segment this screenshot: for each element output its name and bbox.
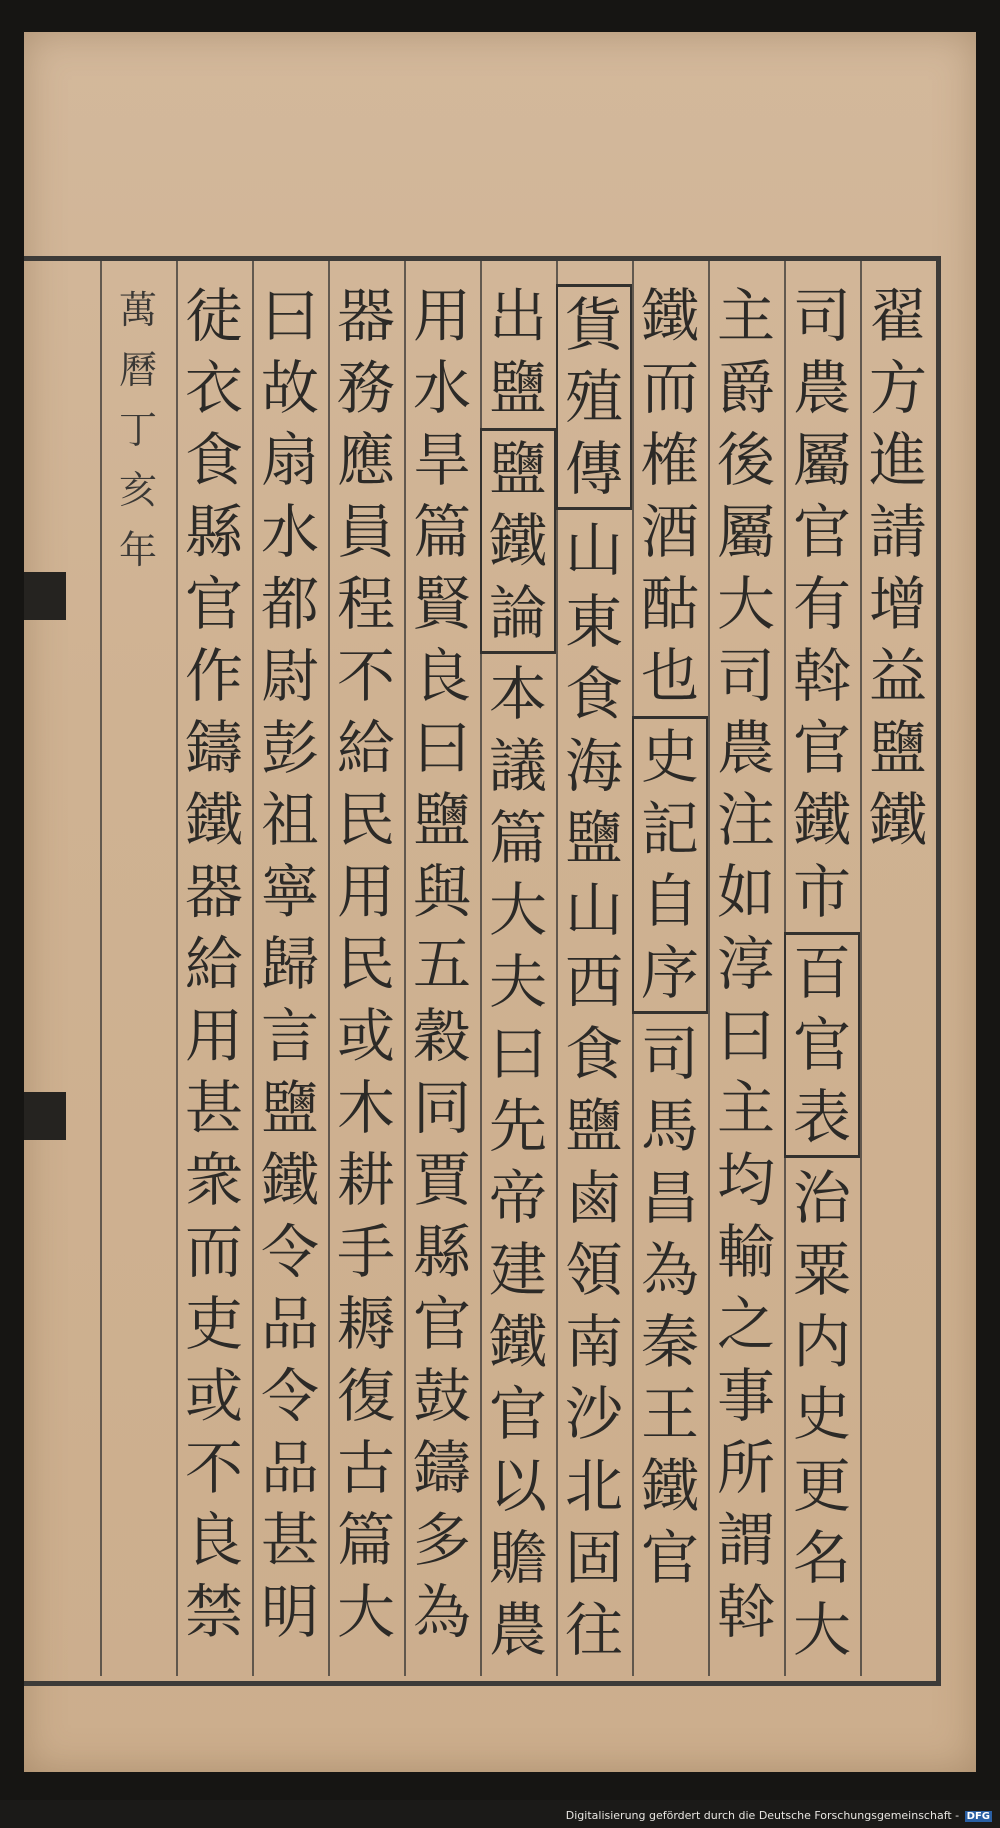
character: 鐵 <box>868 786 927 854</box>
character: 寧 <box>260 858 319 926</box>
character: 進 <box>868 426 927 494</box>
character: 不 <box>184 1434 243 1502</box>
character: 沙 <box>564 1380 623 1448</box>
character: 旱 <box>412 426 471 494</box>
text-column-5 <box>556 280 632 1670</box>
character: 領 <box>564 1236 623 1304</box>
character: 而 <box>640 354 699 422</box>
character: 民 <box>336 930 395 998</box>
character: 鑄 <box>184 714 243 782</box>
character: 曆 <box>118 348 157 392</box>
character: 酒 <box>640 498 699 566</box>
character: 殖 <box>564 363 623 431</box>
character: 鹽 <box>260 1074 319 1142</box>
character: 斡 <box>716 1578 775 1646</box>
character: 復 <box>336 1362 395 1430</box>
character: 名 <box>792 1524 851 1592</box>
character: 作 <box>184 642 243 710</box>
text-column-11 <box>100 280 176 1670</box>
character: 有 <box>792 570 851 638</box>
character: 祖 <box>260 786 319 854</box>
text-column-8 <box>328 280 404 1670</box>
character: 鐵 <box>488 507 547 575</box>
character: 曰 <box>260 282 319 350</box>
character: 鐵 <box>640 1452 699 1520</box>
character: 木 <box>336 1074 395 1142</box>
character: 記 <box>640 795 699 863</box>
character: 王 <box>640 1380 699 1448</box>
character: 東 <box>564 588 623 656</box>
character: 夫 <box>488 948 547 1016</box>
character: 榷 <box>640 426 699 494</box>
character: 本 <box>488 660 547 728</box>
character: 序 <box>640 939 699 1007</box>
character: 給 <box>336 714 395 782</box>
character: 鹽 <box>868 714 927 782</box>
character: 器 <box>184 858 243 926</box>
character: 貨 <box>564 291 623 359</box>
character: 增 <box>868 570 927 638</box>
character: 給 <box>184 930 243 998</box>
text-column-1 <box>860 280 936 1670</box>
character: 篇 <box>412 498 471 566</box>
character: 市 <box>792 858 851 926</box>
text-column-3 <box>708 280 784 1670</box>
character: 大 <box>792 1596 851 1664</box>
character: 篇 <box>488 804 547 872</box>
dfg-logo: DFG <box>966 1811 990 1822</box>
character: 耕 <box>336 1146 395 1214</box>
character: 鐵 <box>488 1308 547 1376</box>
character: 請 <box>868 498 927 566</box>
character: 鹵 <box>564 1164 623 1232</box>
character: 鑄 <box>412 1434 471 1502</box>
character: 為 <box>412 1578 471 1646</box>
character: 大 <box>336 1578 395 1646</box>
character: 也 <box>640 642 699 710</box>
character: 賢 <box>412 570 471 638</box>
digitization-footer <box>566 1809 992 1822</box>
character: 曰 <box>488 1020 547 1088</box>
character: 屬 <box>792 426 851 494</box>
character: 主 <box>716 1074 775 1142</box>
character: 水 <box>412 354 471 422</box>
character: 令 <box>260 1362 319 1430</box>
character: 西 <box>564 948 623 1016</box>
character: 尉 <box>260 642 319 710</box>
character: 與 <box>412 858 471 926</box>
character: 鹽 <box>488 435 547 503</box>
character: 明 <box>260 1578 319 1646</box>
boxed-term <box>556 284 632 510</box>
character: 司 <box>640 1020 699 1088</box>
character: 鐵 <box>260 1146 319 1214</box>
character: 官 <box>792 1011 851 1079</box>
character: 歸 <box>260 930 319 998</box>
character: 馬 <box>640 1092 699 1160</box>
character: 斡 <box>792 642 851 710</box>
character: 或 <box>184 1362 243 1430</box>
character: 大 <box>716 570 775 638</box>
character: 出 <box>488 282 547 350</box>
character: 治 <box>792 1164 851 1232</box>
character: 先 <box>488 1092 547 1160</box>
character: 不 <box>336 642 395 710</box>
character: 器 <box>336 282 395 350</box>
character: 為 <box>640 1236 699 1304</box>
character: 建 <box>488 1236 547 1304</box>
character: 良 <box>412 642 471 710</box>
character: 用 <box>336 858 395 926</box>
character: 秦 <box>640 1308 699 1376</box>
character: 事 <box>716 1362 775 1430</box>
character: 鹽 <box>488 354 547 422</box>
character: 鹽 <box>412 786 471 854</box>
character: 謂 <box>716 1506 775 1574</box>
character: 所 <box>716 1434 775 1502</box>
character: 表 <box>792 1083 851 1151</box>
margin-column <box>40 280 100 1670</box>
character: 方 <box>868 354 927 422</box>
character: 傳 <box>564 435 623 503</box>
character: 粟 <box>792 1236 851 1304</box>
character: 官 <box>412 1290 471 1358</box>
text-columns <box>24 280 936 1670</box>
character: 均 <box>716 1146 775 1214</box>
character: 史 <box>640 723 699 791</box>
character: 多 <box>412 1506 471 1574</box>
character: 大 <box>488 876 547 944</box>
character: 甚 <box>260 1506 319 1574</box>
character: 山 <box>564 516 623 584</box>
character: 縣 <box>184 498 243 566</box>
character: 鹽 <box>564 1092 623 1160</box>
character: 食 <box>564 660 623 728</box>
character: 農 <box>792 354 851 422</box>
character: 司 <box>716 642 775 710</box>
character: 水 <box>260 498 319 566</box>
character: 屬 <box>716 498 775 566</box>
book-page <box>24 32 976 1772</box>
character: 品 <box>260 1434 319 1502</box>
character: 同 <box>412 1074 471 1142</box>
character: 主 <box>716 282 775 350</box>
character: 手 <box>336 1218 395 1286</box>
character: 鐵 <box>792 786 851 854</box>
character: 官 <box>640 1524 699 1592</box>
character: 昌 <box>640 1164 699 1232</box>
character: 海 <box>564 732 623 800</box>
character: 淳 <box>716 930 775 998</box>
character: 南 <box>564 1308 623 1376</box>
character: 良 <box>184 1506 243 1574</box>
character: 官 <box>184 570 243 638</box>
character: 丁 <box>118 408 157 452</box>
character: 徒 <box>184 282 243 350</box>
character: 固 <box>564 1524 623 1592</box>
character: 北 <box>564 1452 623 1520</box>
character: 程 <box>336 570 395 638</box>
character: 爵 <box>716 354 775 422</box>
character: 史 <box>792 1380 851 1448</box>
character: 故 <box>260 354 319 422</box>
character: 帝 <box>488 1164 547 1232</box>
character: 耨 <box>336 1290 395 1358</box>
character: 更 <box>792 1452 851 1520</box>
character: 都 <box>260 570 319 638</box>
character: 令 <box>260 1218 319 1286</box>
character: 甚 <box>184 1074 243 1142</box>
character: 用 <box>412 282 471 350</box>
character: 縣 <box>412 1218 471 1286</box>
character: 食 <box>564 1020 623 1088</box>
character: 而 <box>184 1218 243 1286</box>
character: 官 <box>792 498 851 566</box>
character: 穀 <box>412 1002 471 1070</box>
character: 往 <box>564 1596 623 1664</box>
character: 内 <box>792 1308 851 1376</box>
character: 曰 <box>716 1002 775 1070</box>
character: 亥 <box>118 468 157 512</box>
character: 酤 <box>640 570 699 638</box>
character: 品 <box>260 1290 319 1358</box>
character: 農 <box>716 714 775 782</box>
character: 鐵 <box>640 282 699 350</box>
character: 衆 <box>184 1146 243 1214</box>
text-column-9 <box>252 280 328 1670</box>
character: 用 <box>184 1002 243 1070</box>
character: 議 <box>488 732 547 800</box>
character: 萬 <box>118 288 157 332</box>
character: 輸 <box>716 1218 775 1286</box>
character: 司 <box>792 282 851 350</box>
character: 民 <box>336 786 395 854</box>
character: 如 <box>716 858 775 926</box>
character: 鼓 <box>412 1362 471 1430</box>
text-column-2 <box>784 280 860 1670</box>
character: 山 <box>564 876 623 944</box>
character: 員 <box>336 498 395 566</box>
character: 曰 <box>412 714 471 782</box>
character: 古 <box>336 1434 395 1502</box>
character: 注 <box>716 786 775 854</box>
character: 務 <box>336 354 395 422</box>
character: 言 <box>260 1002 319 1070</box>
character: 之 <box>716 1290 775 1358</box>
character: 篇 <box>336 1506 395 1574</box>
character: 論 <box>488 579 547 647</box>
character: 贍 <box>488 1524 547 1592</box>
text-column-4 <box>632 280 708 1670</box>
text-column-6 <box>480 280 556 1670</box>
character: 吏 <box>184 1290 243 1358</box>
character: 百 <box>792 939 851 1007</box>
character: 自 <box>640 867 699 935</box>
character: 官 <box>792 714 851 782</box>
character: 食 <box>184 426 243 494</box>
character: 衣 <box>184 354 243 422</box>
text-column-7 <box>404 280 480 1670</box>
character: 農 <box>488 1596 547 1664</box>
character: 後 <box>716 426 775 494</box>
footer-text: Digitalisierung gefördert durch die Deutsche Forschungsgemeinschaft - <box>565 1809 960 1822</box>
boxed-term <box>784 932 860 1158</box>
boxed-term <box>632 716 708 1014</box>
character: 扇 <box>260 426 319 494</box>
text-column-10 <box>176 280 252 1670</box>
character: 賈 <box>412 1146 471 1214</box>
character: 鹽 <box>564 804 623 872</box>
character: 官 <box>488 1380 547 1448</box>
character: 翟 <box>868 282 927 350</box>
character: 彭 <box>260 714 319 782</box>
character: 鐵 <box>184 786 243 854</box>
character: 益 <box>868 642 927 710</box>
character: 應 <box>336 426 395 494</box>
character: 以 <box>488 1452 547 1520</box>
boxed-term <box>480 428 556 654</box>
character: 禁 <box>184 1578 243 1646</box>
character: 或 <box>336 1002 395 1070</box>
character: 五 <box>412 930 471 998</box>
character: 年 <box>118 528 157 572</box>
